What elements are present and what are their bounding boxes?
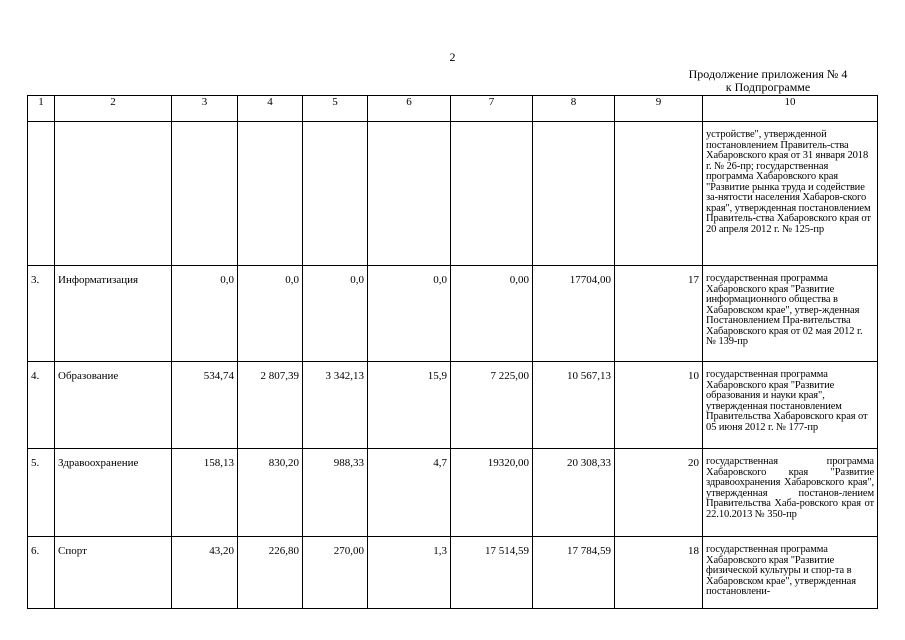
table-header-row bbox=[28, 96, 878, 122]
row-col9: 10 bbox=[615, 362, 703, 449]
row-col3 bbox=[172, 122, 238, 266]
row-col8: 17704,00 bbox=[533, 266, 615, 362]
row-col7: 19320,00 bbox=[451, 449, 533, 537]
row-col7: 7 225,00 bbox=[451, 362, 533, 449]
header-cell: 1 bbox=[28, 96, 55, 122]
row-col3: 534,74 bbox=[172, 362, 238, 449]
header-cell: 6 bbox=[368, 96, 451, 122]
row-col6: 15,9 bbox=[368, 362, 451, 449]
row-sector: Образование bbox=[55, 362, 172, 449]
table-row bbox=[28, 449, 878, 537]
continuation-line-1: Продолжение приложения № 4 bbox=[688, 67, 848, 81]
row-col6 bbox=[368, 122, 451, 266]
row-number: 3. bbox=[28, 266, 55, 362]
row-col6: 1,3 bbox=[368, 537, 451, 609]
row-col9: 17 bbox=[615, 266, 703, 362]
row-col6: 4,7 bbox=[368, 449, 451, 537]
row-col4: 226,80 bbox=[238, 537, 303, 609]
table-row bbox=[28, 266, 878, 362]
row-col5: 988,33 bbox=[303, 449, 368, 537]
row-sector: Здравоохранение bbox=[55, 449, 172, 537]
row-col8 bbox=[533, 122, 615, 266]
row-col8: 17 784,59 bbox=[533, 537, 615, 609]
row-col5: 0,0 bbox=[303, 266, 368, 362]
row-number bbox=[28, 122, 55, 266]
row-program-description: государственная программа Хабаровского края "Развитие здравоохранения Хабаровского края", утвержденная постанов-лением Правительства Хаба-ровского края от 22.10.2013 № 350-пр bbox=[703, 449, 878, 537]
row-col3: 0,0 bbox=[172, 266, 238, 362]
row-col4: 830,20 bbox=[238, 449, 303, 537]
row-col4: 0,0 bbox=[238, 266, 303, 362]
row-program-description: государственная программа Хабаровского края "Развитие физической культуры и спор-та в Хабаровском крае", утвержденная постановлени- bbox=[703, 537, 878, 609]
row-col8: 10 567,13 bbox=[533, 362, 615, 449]
row-col5 bbox=[303, 122, 368, 266]
table-row bbox=[28, 537, 878, 609]
table-row bbox=[28, 362, 878, 449]
continuation-heading bbox=[650, 68, 886, 94]
row-program-description: государственная программа Хабаровского края "Развитие информационного общества в Хабаровском крае", утвер-жденная Постановлением Пра-вительства Хабаровского края от 02 мая 2012 г. № 139-пр bbox=[703, 266, 878, 362]
header-cell: 10 bbox=[703, 96, 878, 122]
row-col4: 2 807,39 bbox=[238, 362, 303, 449]
row-sector bbox=[55, 122, 172, 266]
row-col9: 18 bbox=[615, 537, 703, 609]
header-cell: 8 bbox=[533, 96, 615, 122]
row-col5: 3 342,13 bbox=[303, 362, 368, 449]
row-sector: Спорт bbox=[55, 537, 172, 609]
header-cell: 3 bbox=[172, 96, 238, 122]
row-program-description: устройстве", утвержденной постановлением Правитель-ства Хабаровского края от 31 января 2018 г. № 26-пр; государственная программа Хабаровского края "Развитие рынка труда и содействие за-нятости населения Хабаров-ского края", утвержденная постановлением Правитель-ства Хабаровского края от 20 апреля 2012 г. № 125-пр bbox=[703, 122, 878, 266]
header-cell: 4 bbox=[238, 96, 303, 122]
row-col6: 0,0 bbox=[368, 266, 451, 362]
row-col4 bbox=[238, 122, 303, 266]
header-cell: 5 bbox=[303, 96, 368, 122]
table-row bbox=[28, 122, 878, 266]
page-number: 2 bbox=[449, 50, 456, 64]
continuation-line-2: к Подпрограмме bbox=[725, 80, 811, 94]
row-col8: 20 308,33 bbox=[533, 449, 615, 537]
row-col7: 17 514,59 bbox=[451, 537, 533, 609]
row-col9 bbox=[615, 122, 703, 266]
header-cell: 9 bbox=[615, 96, 703, 122]
row-number: 5. bbox=[28, 449, 55, 537]
header-cell: 7 bbox=[451, 96, 533, 122]
program-table bbox=[27, 95, 878, 609]
row-number: 4. bbox=[28, 362, 55, 449]
row-col7: 0,00 bbox=[451, 266, 533, 362]
row-col3: 43,20 bbox=[172, 537, 238, 609]
row-col3: 158,13 bbox=[172, 449, 238, 537]
header-cell: 2 bbox=[55, 96, 172, 122]
row-col7 bbox=[451, 122, 533, 266]
row-sector: Информатизация bbox=[55, 266, 172, 362]
row-number: 6. bbox=[28, 537, 55, 609]
row-col5: 270,00 bbox=[303, 537, 368, 609]
row-program-description: государственная программа Хабаровского края "Развитие образования и науки края", утвержденная постановлением Правительства Хабаровского края от 05 июня 2012 г. № 177-пр bbox=[703, 362, 878, 449]
row-col9: 20 bbox=[615, 449, 703, 537]
